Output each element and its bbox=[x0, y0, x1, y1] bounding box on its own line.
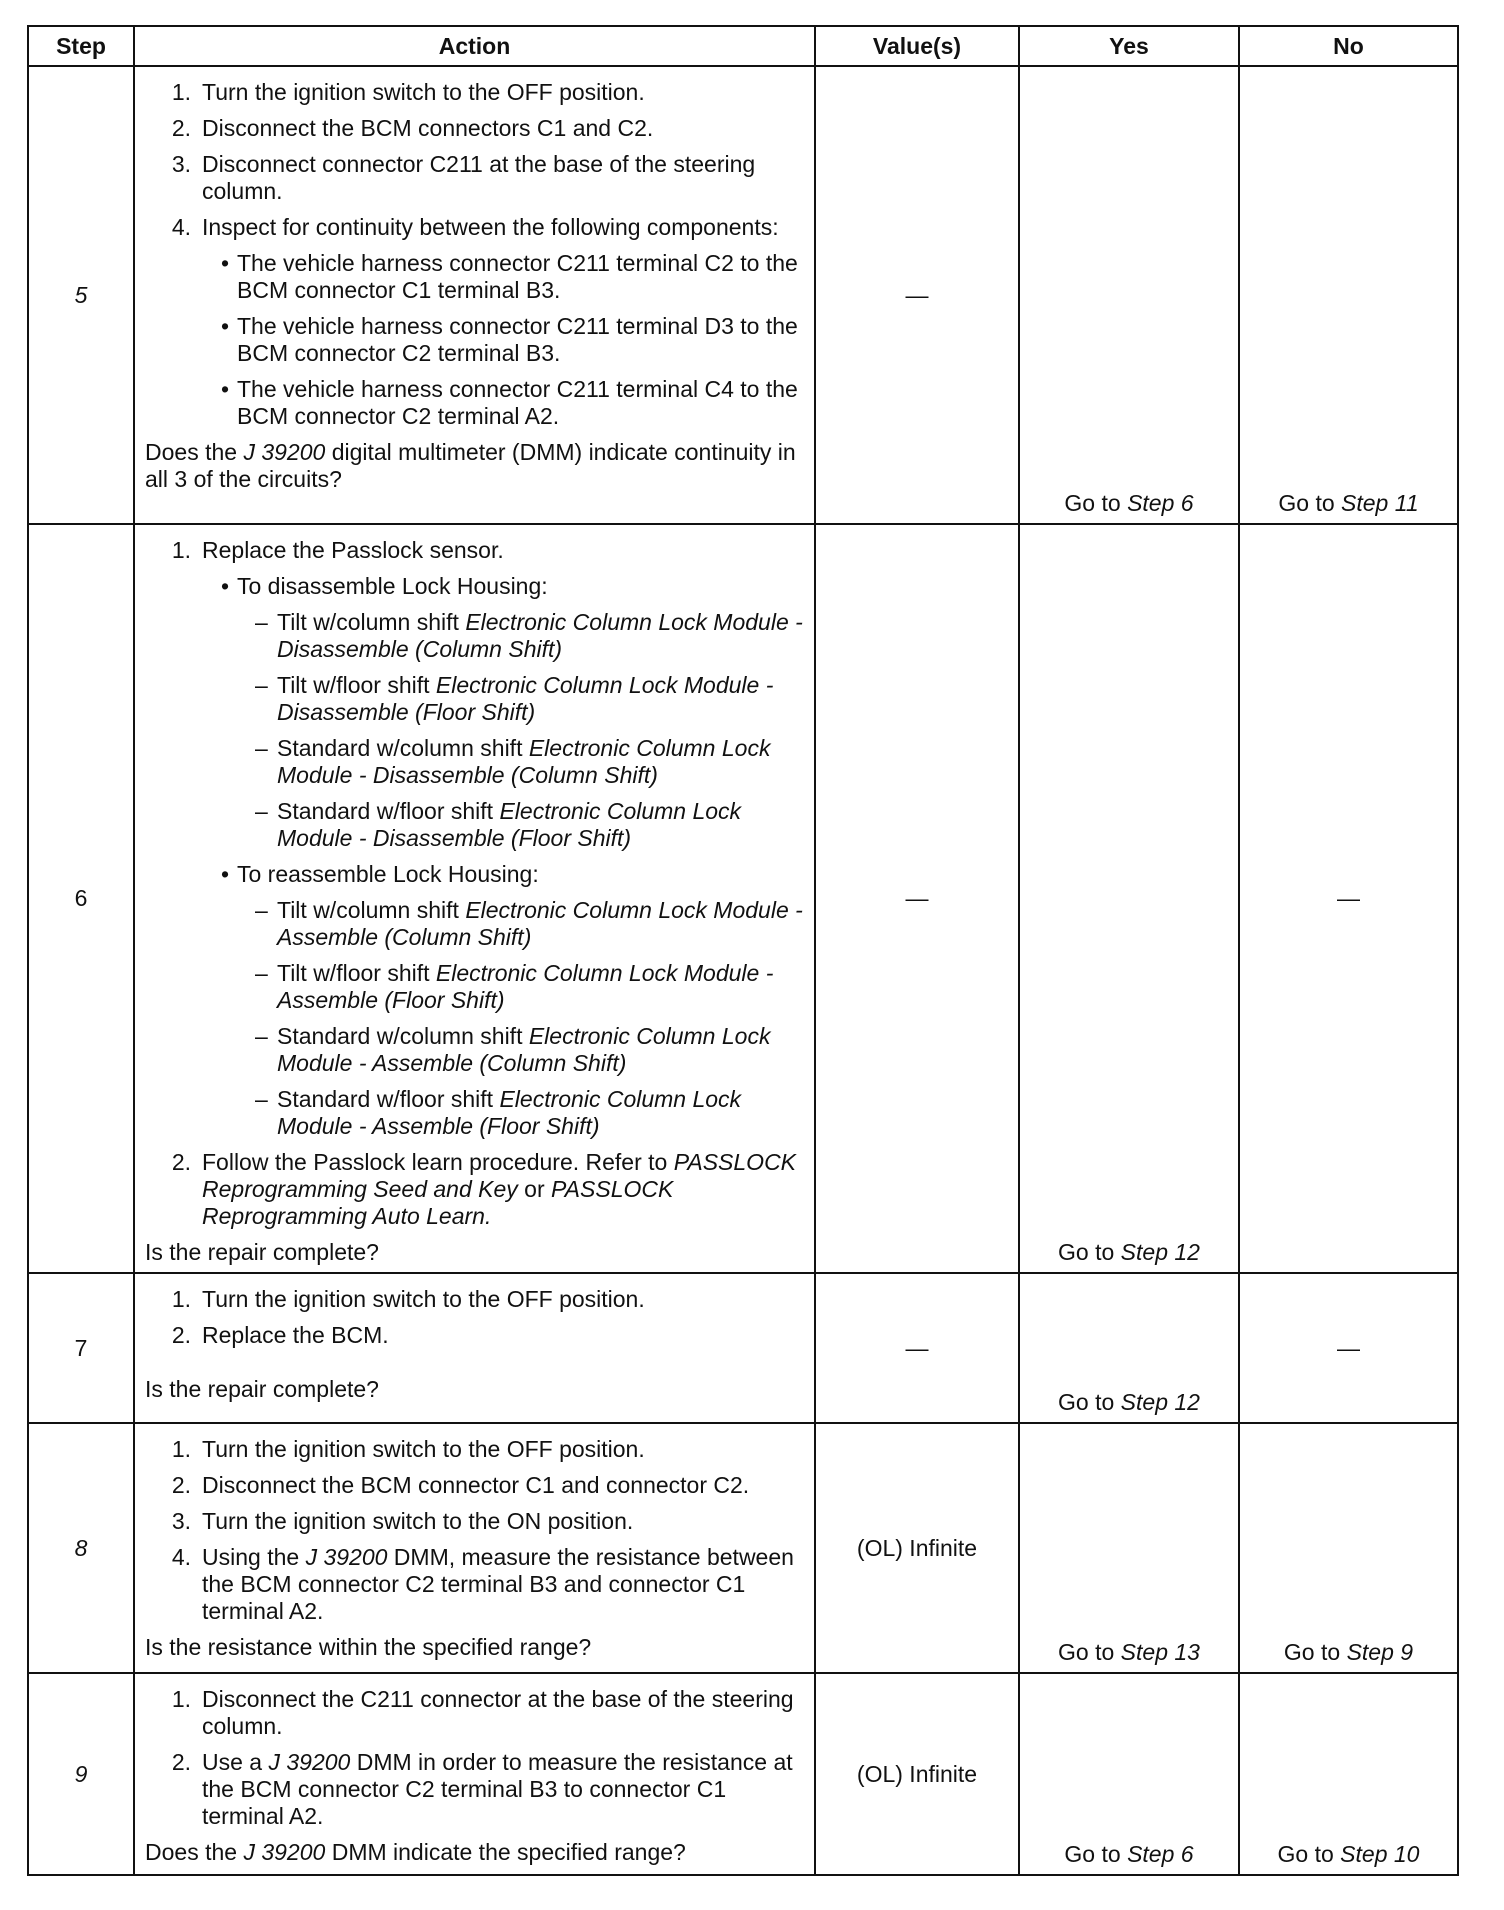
action-item: Turn the ignition switch to the OFF position. bbox=[202, 1286, 645, 1312]
yes-cell: Go to Step 12 bbox=[1019, 1273, 1239, 1423]
action-cell: 1. Turn the ignition switch to the OFF position. 2. Disconnect the BCM connectors C1 and C2. 3. Disconnect connector C211 at the base of the steering column. 4. Inspect for continuity between the following components: • The vehicle harness connector C211 terminal C2 to the BCM connector C1 terminal B3. • The vehicle harness connector C211 terminal D3 to the BCM connector C2 terminal B3. • The vehicle harness connector C211 terminal C4 to the BCM connector C2 terminal A2. Does the J 39200 digital multimeter (DMM) indicate continuity in all 3 of the circuits? bbox=[134, 66, 815, 524]
sub-item: Tilt w/column shift Electronic Column Lock Module - Assemble (Column Shift) bbox=[277, 897, 803, 950]
header-no: No bbox=[1239, 26, 1458, 66]
value-cell bbox=[815, 524, 1019, 1273]
sub-item: Tilt w/floor shift Electronic Column Lock Module - Assemble (Floor Shift) bbox=[277, 960, 774, 1013]
goto-step-link[interactable]: Step 6 bbox=[1127, 490, 1194, 516]
yes-cell: Go to Step 6 bbox=[1019, 66, 1239, 524]
sub-item: Standard w/column shift Electronic Column Lock Module - Disassemble (Column Shift) bbox=[277, 735, 771, 788]
goto-step-link[interactable]: Step 12 bbox=[1120, 1239, 1200, 1265]
question: Does the J 39200 DMM indicate the specified range? bbox=[145, 1839, 686, 1865]
step-9-row bbox=[28, 1673, 1458, 1875]
step-6-row bbox=[28, 524, 1458, 1273]
step-7-row bbox=[28, 1273, 1458, 1423]
step-number: 8 bbox=[28, 1423, 134, 1673]
value-cell bbox=[815, 66, 1019, 524]
yes-cell: Go to Step 6 bbox=[1019, 1673, 1239, 1875]
bullet-item: To disassemble Lock Housing: bbox=[237, 573, 548, 599]
action-cell: 1. Turn the ignition switch to the OFF position. 2. Disconnect the BCM connector C1 and connector C2. 3. Turn the ignition switch to the ON position. 4. Using the J 39200 DMM, measure the resistance between the BCM connector C2 terminal B3 and connector C1 terminal A2. Is the resistance within the specified range? bbox=[134, 1423, 815, 1673]
goto-step-link[interactable]: Step 6 bbox=[1127, 1841, 1194, 1867]
no-cell: Go to Step 11 bbox=[1239, 66, 1458, 524]
sub-item: Tilt w/column shift Electronic Column Lock Module - Disassemble (Column Shift) bbox=[277, 609, 803, 662]
action-item: Turn the ignition switch to the ON position. bbox=[202, 1508, 634, 1534]
goto-step-link[interactable]: Step 9 bbox=[1346, 1639, 1414, 1665]
question: Is the repair complete? bbox=[145, 1239, 379, 1265]
bullet-item: The vehicle harness connector C211 terminal C4 to the BCM connector C2 terminal A2. bbox=[237, 376, 798, 429]
step-number: 7 bbox=[28, 1273, 134, 1423]
action-cell: 1. Turn the ignition switch to the OFF position. 2. Replace the BCM. Is the repair complete? bbox=[134, 1273, 815, 1423]
action-item: Disconnect connector C211 at the base of the steering column. bbox=[202, 151, 756, 204]
question: Is the resistance within the specified range? bbox=[145, 1634, 592, 1660]
sub-item: Tilt w/floor shift Electronic Column Lock Module - Disassemble (Floor Shift) bbox=[277, 672, 774, 725]
header-step: Step bbox=[28, 26, 134, 66]
sub-item: Standard w/floor shift Electronic Column Lock Module - Assemble (Floor Shift) bbox=[277, 1086, 742, 1139]
action-cell: 1. Replace the Passlock sensor. • To disassemble Lock Housing: – Tilt w/column shift Electronic Column Lock Module - Disassemble (Column Shift) – Tilt w/floor shift Electronic Column Lock Module - Disassemble (Floor Shift) – Standard w/column shift Electronic Column Lock Module - Disassemble (Column Shift) – Standard w/floor shift Electronic Column Lock Module - Disassemble (Floor Shift) • To reassemble Lock Housing: – Tilt w/column shift Electronic Column Lock Module - Assemble (Column Shift) – Tilt w/floor shift Electronic Column Lock Module - Assemble (Floor Shift) – Standard w/column shift Electronic Column Lock Module - Assemble (Column Shift) – Standard w/floor shift Electronic Column Lock Module - Assemble (Floor Shift) 2. Follow the Passlock learn procedure. Refer to PASSLOCK Reprogramming Seed and Key or PASSLOCK Reprogramming Auto Learn. Is the repair complete? bbox=[134, 524, 815, 1273]
question: Is the repair complete? bbox=[145, 1376, 379, 1402]
header-yes: Yes bbox=[1019, 26, 1239, 66]
header-values: Value(s) bbox=[815, 26, 1019, 66]
no-cell: Go to Step 9 bbox=[1239, 1423, 1458, 1673]
action-item: Disconnect the BCM connectors C1 and C2. bbox=[202, 115, 654, 141]
diagnostic-table bbox=[27, 25, 1459, 1876]
goto-step-link[interactable]: Step 12 bbox=[1120, 1389, 1200, 1415]
dash-value: — bbox=[1337, 885, 1360, 911]
bullet-item: To reassemble Lock Housing: bbox=[237, 861, 539, 887]
bullet-item: The vehicle harness connector C211 terminal C2 to the BCM connector C1 terminal B3. bbox=[237, 250, 798, 303]
header-row bbox=[28, 26, 1458, 66]
step-5-row bbox=[28, 66, 1458, 524]
dash-value: — bbox=[905, 281, 929, 308]
action-item: Use a J 39200 DMM in order to measure the resistance at the BCM connector C2 terminal B3 to connector C1 terminal A2. bbox=[202, 1749, 793, 1829]
dash-value: — bbox=[1337, 1334, 1360, 1361]
bullet-item: The vehicle harness connector C211 terminal D3 to the BCM connector C2 terminal B3. bbox=[237, 313, 798, 366]
action-cell: 1. Disconnect the C211 connector at the base of the steering column. 2. Use a J 39200 DMM in order to measure the resistance at the BCM connector C2 terminal B3 to connector C1 terminal A2. Does the J 39200 DMM indicate the specified range? bbox=[134, 1673, 815, 1875]
step-number: 6 bbox=[28, 524, 134, 1273]
no-cell bbox=[1239, 1273, 1458, 1423]
value-cell: (OL) Infinite bbox=[815, 1673, 1019, 1875]
goto-step-link[interactable]: Step 11 bbox=[1341, 490, 1419, 516]
yes-cell: Go to Step 13 bbox=[1019, 1423, 1239, 1673]
no-cell: Go to Step 10 bbox=[1239, 1673, 1458, 1875]
action-item: Turn the ignition switch to the OFF position. bbox=[202, 79, 645, 105]
goto-step-link[interactable]: Step 13 bbox=[1120, 1639, 1200, 1665]
dash-value: — bbox=[905, 885, 929, 911]
action-item: Disconnect the C211 connector at the base of the steering column. bbox=[202, 1686, 794, 1739]
sub-item: Standard w/floor shift Electronic Column Lock Module - Disassemble (Floor Shift) bbox=[277, 798, 742, 851]
action-item: Inspect for continuity between the following components: bbox=[202, 214, 779, 240]
step-number: 9 bbox=[28, 1673, 134, 1875]
action-item: Using the J 39200 DMM, measure the resistance between the BCM connector C2 terminal B3 and connector C1 terminal A2. bbox=[202, 1544, 794, 1624]
header-action: Action bbox=[134, 26, 815, 66]
sub-item: Standard w/column shift Electronic Column Lock Module - Assemble (Column Shift) bbox=[277, 1023, 771, 1076]
action-item: Disconnect the BCM connector C1 and connector C2. bbox=[202, 1472, 750, 1498]
action-item: Replace the Passlock sensor. bbox=[202, 537, 504, 563]
action-item: Replace the BCM. bbox=[202, 1322, 389, 1348]
action-item: Follow the Passlock learn procedure. Refer to PASSLOCK Reprogramming Seed and Key or PASSLOCK Reprogramming Auto Learn. bbox=[202, 1149, 797, 1229]
step-8-row bbox=[28, 1423, 1458, 1673]
question: Does the J 39200 digital multimeter (DMM) indicate continuity in all 3 of the circuits? bbox=[145, 439, 796, 492]
step-number: 5 bbox=[28, 66, 134, 524]
goto-step-link[interactable]: Step 10 bbox=[1340, 1841, 1420, 1867]
value-cell bbox=[815, 1273, 1019, 1423]
yes-cell: Go to Step 12 bbox=[1019, 524, 1239, 1273]
action-item: Turn the ignition switch to the OFF position. bbox=[202, 1436, 645, 1462]
no-cell bbox=[1239, 524, 1458, 1273]
value-cell: (OL) Infinite bbox=[815, 1423, 1019, 1673]
dash-value: — bbox=[905, 1334, 929, 1361]
